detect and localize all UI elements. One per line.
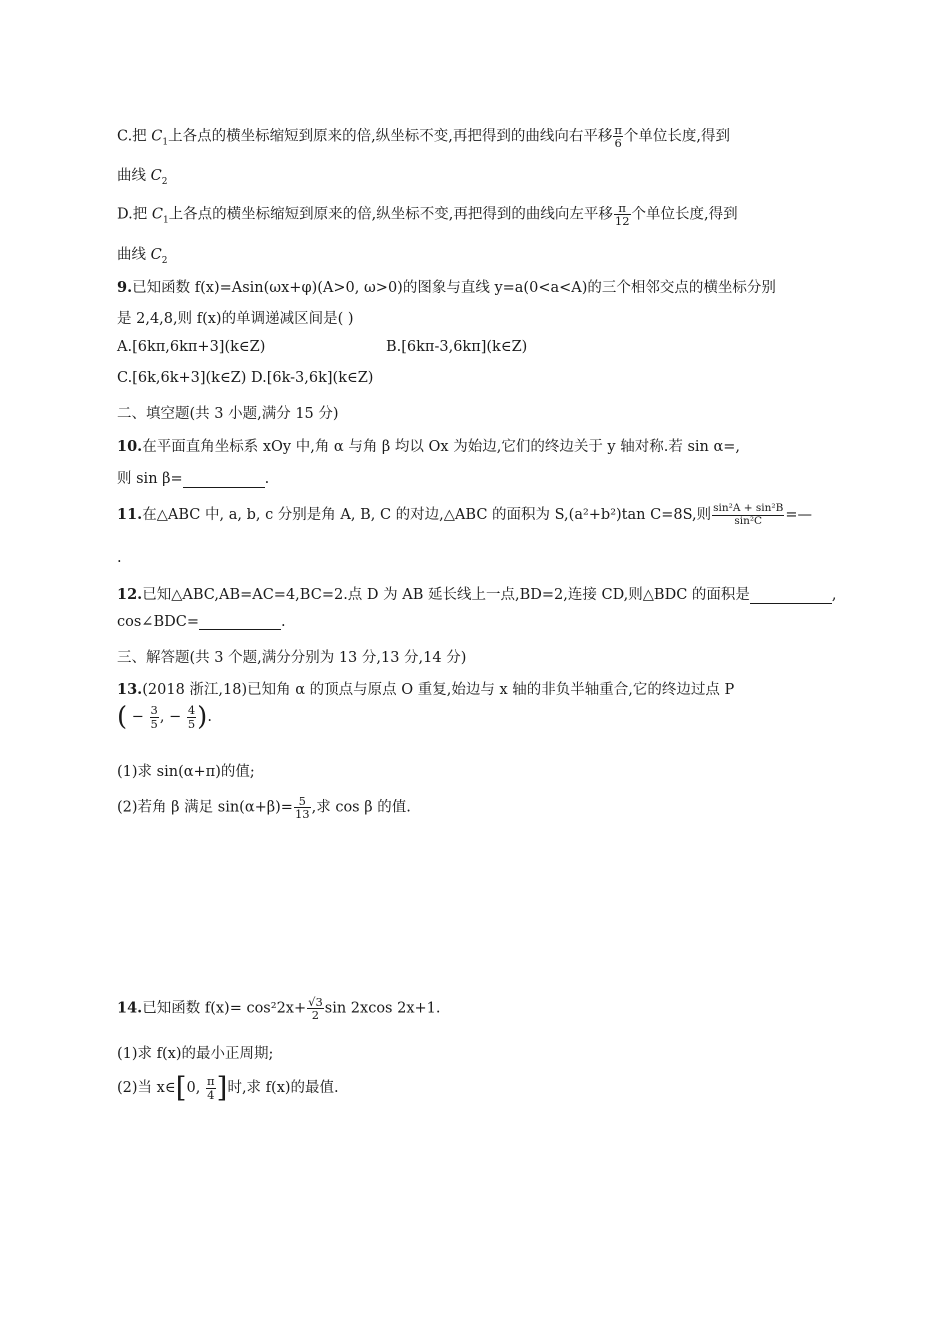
option-d-text-b: 上各点的横坐标缩短到原来的倍,纵坐标不变,再把得到的曲线向左平移: [168, 206, 613, 223]
fraction-numerator: 4: [187, 703, 196, 718]
question-10-line-2: [117, 467, 269, 488]
fraction-numerator: π: [614, 123, 622, 137]
question-9-text: 已知函数 f(x)=Asin(ωx+φ)(A>0, ω>0)的图象与直线 y=a(0<a<A)的三个相邻交点的横坐标分别: [132, 280, 776, 296]
curve-c1-sub: 1: [162, 215, 169, 226]
question-14-sub-2: [117, 1071, 339, 1104]
fraction-pi-6: [613, 124, 623, 149]
fraction-numerator: sin²A + sin²B: [713, 502, 784, 515]
comma: ,: [831, 587, 837, 603]
option-c-text-c: 个单位长度,得到: [623, 128, 731, 145]
sub-question-text: (2)当 x∈: [117, 1080, 176, 1096]
option-a-text: A.[6kπ,6kπ+3](k∈Z): [117, 339, 266, 355]
option-d-text-a: D.把: [117, 206, 152, 223]
curve-c2: C: [150, 168, 162, 184]
left-paren: (: [117, 702, 128, 732]
question-14-line-1: [117, 996, 441, 1021]
fraction-5-13: [294, 795, 311, 820]
question-12-line-2: [117, 614, 286, 630]
option-d-line: [117, 202, 738, 227]
sub-question-text-2: 时,求 f(x)的最值.: [227, 1080, 339, 1096]
question-9-options-cd: [117, 370, 373, 386]
fraction-denominator: sin²C: [734, 514, 763, 527]
question-14-sub-1: [117, 1042, 273, 1063]
fraction-sin-ratio: [712, 503, 784, 526]
fraction-numerator: 5: [294, 795, 311, 808]
question-number: 11.: [117, 506, 143, 523]
question-9-text-2: 是 2,4,8,则 f(x)的单调递减区间是( ): [117, 311, 354, 327]
question-13-sub-2: [117, 795, 411, 820]
section-heading: 二、填空题(共 3 小题,满分 15 分): [117, 406, 339, 422]
separator: , −: [159, 709, 186, 725]
question-9-line-2: [117, 307, 354, 328]
option-d-line-2: [117, 243, 167, 266]
fraction-denominator: 6: [614, 136, 622, 151]
question-9-option-b: [386, 339, 527, 355]
curve-c2-sub: 2: [161, 255, 168, 266]
question-number: 12.: [117, 586, 143, 603]
question-13-point: [117, 704, 212, 730]
period: .: [280, 614, 286, 630]
option-b-text: B.[6kπ-3,6kπ](k∈Z): [386, 339, 528, 355]
sub-question-text: (1)求 f(x)的最小正周期;: [117, 1046, 274, 1062]
question-number: 10.: [117, 438, 143, 455]
question-14-text-2: sin 2xcos 2x+1.: [324, 1000, 441, 1017]
question-12-text: 已知△ABC,AB=AC=4,BC=2.点 D 为 AB 延长线上一点,BD=2,连接 CD,则△BDC 的面积是: [142, 587, 750, 603]
sub-question-text: (1)求 sin(α+π)的值;: [117, 764, 255, 780]
question-13-line-1: [117, 678, 734, 699]
option-c-text-b: 上各点的横坐标缩短到原来的倍,纵坐标不变,再把得到的曲线向右平移: [168, 128, 613, 145]
option-c-line: [117, 124, 730, 149]
question-10-text-2: 则 sin β=: [117, 471, 183, 487]
question-12-text-2: cos∠BDC=: [117, 614, 199, 630]
curve-c2: C: [150, 247, 162, 263]
question-10-line-1: [117, 435, 740, 456]
right-bracket: ]: [216, 1071, 228, 1104]
fraction-numerator: π: [206, 1074, 215, 1089]
question-number: 13.: [117, 681, 143, 698]
curve-c2-sub: 2: [161, 176, 168, 187]
interval-start: 0,: [186, 1080, 205, 1096]
curve-c1: C: [151, 128, 163, 145]
fraction-denominator: 12: [614, 214, 630, 229]
period: .: [117, 550, 122, 566]
answer-blank[interactable]: [199, 615, 281, 630]
fraction-numerator: √3: [308, 995, 323, 1009]
question-14-text: 已知函数 f(x)= cos²2x+: [142, 1000, 307, 1017]
option-c-line-2: [117, 164, 167, 187]
curve-c1: C: [151, 206, 163, 223]
fraction-denominator: 2: [311, 1008, 320, 1023]
fraction-4-5: [187, 704, 196, 729]
fraction-pi-12: [614, 202, 631, 227]
section-2-heading: [117, 402, 339, 423]
answer-blank[interactable]: [183, 473, 265, 488]
question-9-line-1: [117, 276, 776, 297]
period: .: [264, 471, 270, 487]
option-d-text-c: 个单位长度,得到: [631, 206, 738, 223]
question-9-option-a: [117, 339, 265, 355]
right-paren: ): [197, 702, 208, 732]
fraction-numerator: π: [614, 202, 631, 215]
question-11-line-1: [117, 503, 812, 527]
section-heading: 三、解答题(共 3 个题,满分分别为 13 分,13 分,14 分): [117, 650, 467, 666]
question-number: 14.: [117, 999, 143, 1017]
fraction-denominator: 5: [187, 716, 196, 731]
fraction-denominator: 5: [150, 716, 158, 731]
question-10-text: 在平面直角坐标系 xOy 中,角 α 与角 β 均以 Ox 为始边,它们的终边关于 y 轴对称.若 sin α=,: [142, 439, 741, 455]
question-11-text: 在△ABC 中, a, b, c 分别是角 A, B, C 的对边,△ABC 的面积为 S,(a²+b²)tan C=8S,则: [142, 507, 712, 523]
option-c-text-curve: 曲线: [117, 168, 151, 184]
option-c-text-a: C.把: [117, 128, 152, 145]
question-number: 9.: [117, 279, 133, 296]
fraction-3-5: [150, 704, 159, 729]
minus-sign: −: [127, 709, 149, 725]
equals-blank: =—: [785, 507, 812, 523]
section-3-heading: [117, 646, 466, 667]
option-cd-text: C.[6k,6k+3](k∈Z) D.[6k-3,6k](k∈Z): [117, 370, 374, 386]
fraction-denominator: 13: [294, 807, 310, 822]
left-bracket: [: [175, 1071, 187, 1104]
fraction-numerator: 3: [150, 703, 158, 718]
question-12-line-1: [117, 583, 837, 604]
fraction-pi-4: [206, 1075, 216, 1100]
answer-blank[interactable]: [750, 589, 832, 604]
fraction-denominator: 4: [207, 1087, 215, 1102]
question-11-line-2: [117, 550, 122, 566]
curve-c1-sub: 1: [162, 137, 169, 148]
sub-question-text: (2)若角 β 满足 sin(α+β)=: [117, 799, 293, 816]
question-13-sub-1: [117, 760, 255, 781]
question-13-text: (2018 浙江,18)已知角 α 的顶点与原点 O 重复,始边与 x 轴的非负半轴重合,它的终边过点 P: [142, 682, 735, 698]
period: .: [207, 709, 212, 725]
fraction-sqrt3-2: [307, 996, 324, 1021]
sub-question-text-2: ,求 cos β 的值.: [311, 799, 411, 816]
option-d-text-curve: 曲线: [117, 247, 151, 263]
